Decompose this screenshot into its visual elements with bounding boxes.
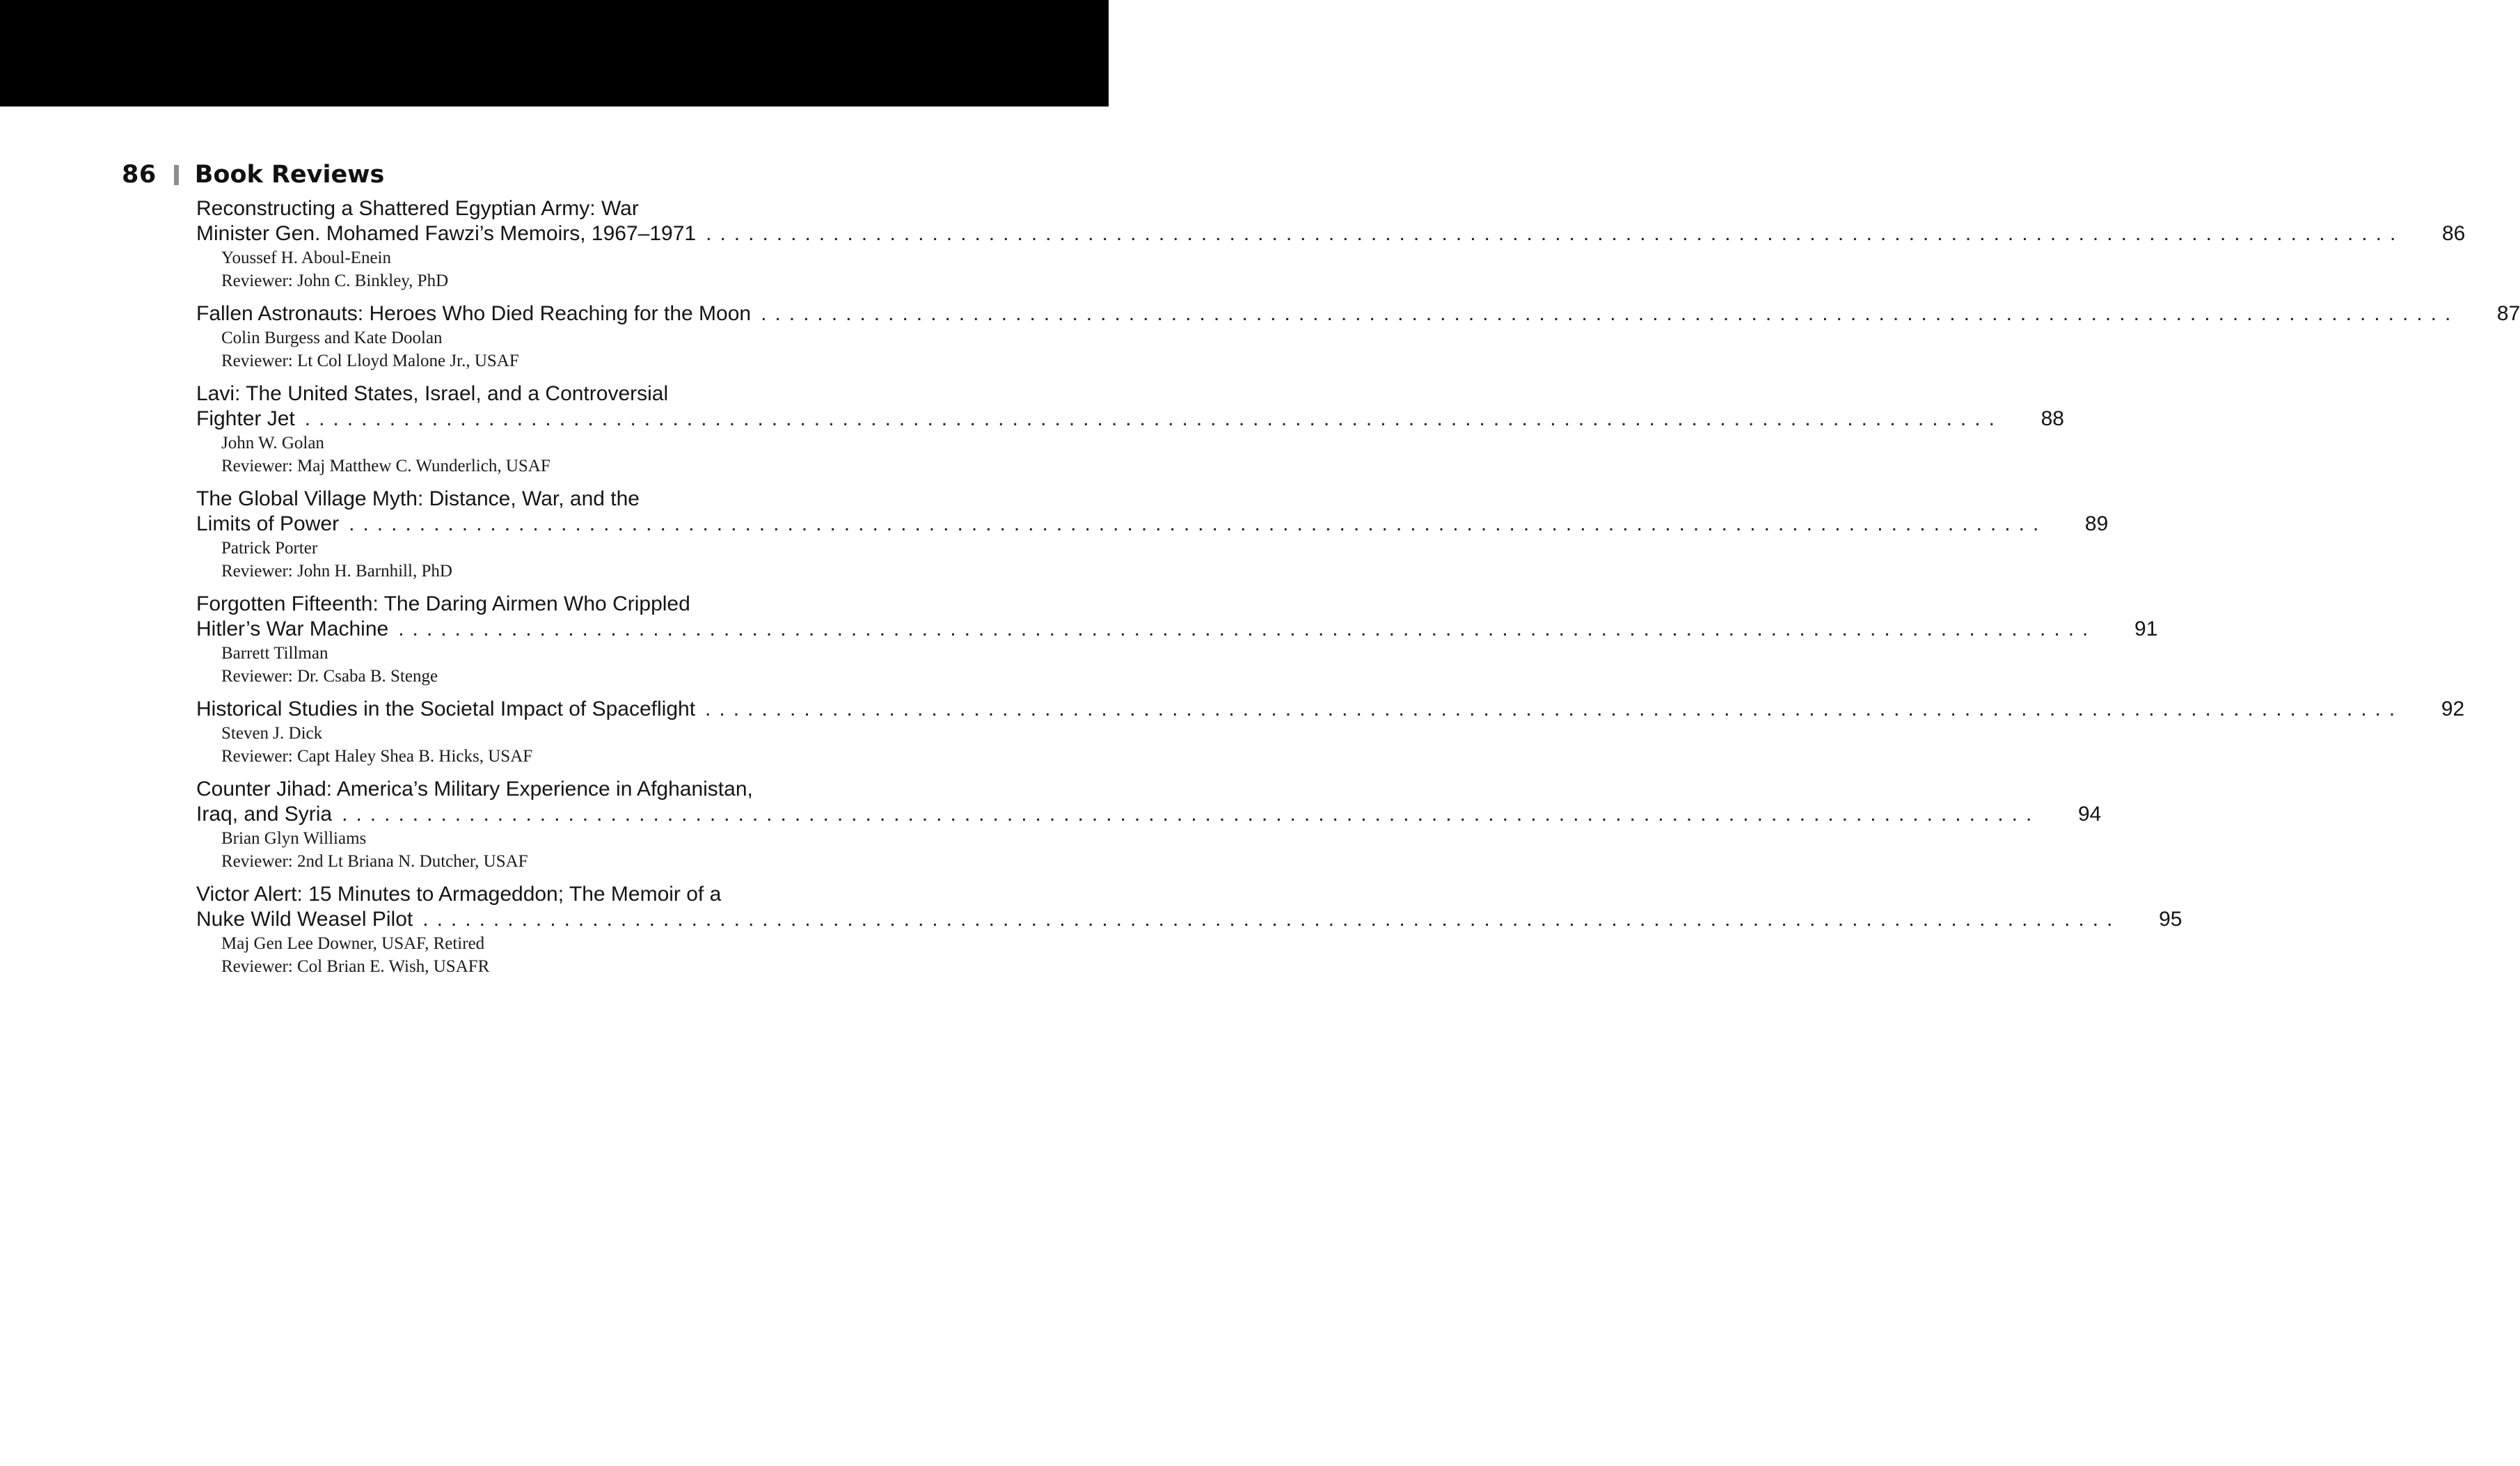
entry-title-line: Lavi: The United States, Israel, and a Controversial — [196, 382, 669, 405]
entry-author: Maj Gen Lee Downer, USAF, Retired — [221, 934, 485, 953]
entry-title-last-line — [196, 617, 2158, 642]
toc-entry[interactable] — [196, 592, 2158, 688]
entry-title-line: Hitler’s War Machine — [196, 617, 389, 640]
entry-title-last-line — [196, 407, 2064, 432]
toc-entry[interactable] — [196, 381, 2064, 478]
entry-author: Barrett Tillman — [221, 644, 328, 663]
toc-entry[interactable] — [196, 697, 2465, 768]
section-title: Book Reviews — [194, 161, 385, 189]
header-divider — [174, 165, 179, 185]
entry-page-number: 88 — [2040, 407, 2064, 430]
entry-reviewer: Reviewer: John H. Barnhill, PhD — [221, 562, 452, 581]
top-black-band — [0, 0, 1109, 107]
dot-leader: ........................................................................................................................ — [304, 407, 2003, 430]
entry-title-last-line — [196, 907, 2182, 932]
entry-title-line: The Global Village Myth: Distance, War, and the — [196, 487, 640, 510]
entry-title-line: Fallen Astronauts: Heroes Who Died Reaching for the Moon — [196, 302, 752, 325]
dot-leader: ........................................................................................................................ — [342, 803, 2040, 826]
entry-reviewer: Reviewer: John C. Binkley, PhD — [221, 271, 449, 290]
dot-leader: ........................................................................................................................ — [706, 222, 2404, 245]
dot-leader: ........................................................................................................................ — [761, 302, 2459, 325]
entry-title-line: Historical Studies in the Societal Impact of Spaceflight — [196, 697, 696, 720]
entry-reviewer: Reviewer: Maj Matthew C. Wunderlich, USAF — [221, 457, 550, 475]
entry-reviewer: Reviewer: Dr. Csaba B. Stenge — [221, 667, 438, 686]
toc-entry[interactable] — [196, 487, 2109, 583]
toc-entry[interactable] — [196, 777, 2102, 873]
entry-title-line: Limits of Power — [196, 512, 340, 535]
entry-author: John W. Golan — [221, 434, 324, 452]
toc-entry[interactable] — [196, 882, 2182, 978]
entry-reviewer: Reviewer: 2nd Lt Briana N. Dutcher, USAF — [221, 852, 528, 871]
entry-page-number: 87 — [2496, 302, 2520, 325]
dot-leader: ........................................................................................................................ — [422, 908, 2121, 931]
entry-page-number: 95 — [2159, 908, 2182, 931]
toc-entry[interactable] — [196, 196, 2466, 292]
dot-leader: ........................................................................................................................ — [705, 697, 2404, 720]
entry-title-last-line — [196, 301, 2520, 326]
entry-page-number: 89 — [2084, 512, 2109, 535]
entry-title-line: Nuke Wild Weasel Pilot — [196, 908, 413, 931]
entry-author: Youssef H. Aboul-Enein — [221, 249, 391, 267]
entry-page-number: 94 — [2077, 803, 2102, 826]
entry-title-last-line — [196, 802, 2102, 827]
entry-reviewer: Reviewer: Capt Haley Shea B. Hicks, USAF — [221, 747, 533, 766]
dot-leader: ........................................................................................................................ — [349, 512, 2047, 535]
entry-author: Brian Glyn Williams — [221, 829, 367, 848]
page-number: 86 — [122, 161, 157, 189]
entry-title-last-line — [196, 697, 2465, 722]
entry-page-number: 92 — [2441, 697, 2465, 720]
table-of-contents — [196, 196, 2520, 987]
entry-author: Steven J. Dick — [221, 724, 323, 743]
entry-page-number: 91 — [2134, 617, 2158, 640]
entry-title-last-line — [196, 221, 2466, 246]
entry-title-line: Counter Jihad: America’s Military Experience in Afghanistan, — [196, 778, 753, 801]
entry-author: Patrick Porter — [221, 539, 318, 558]
dot-leader: ........................................................................................................................ — [398, 617, 2097, 640]
entry-title-last-line — [196, 512, 2109, 537]
entry-reviewer: Reviewer: Col Brian E. Wish, USAFR — [221, 957, 490, 976]
entry-title-line: Fighter Jet — [196, 407, 295, 430]
entry-reviewer: Reviewer: Lt Col Lloyd Malone Jr., USAF — [221, 352, 519, 370]
entry-page-number: 86 — [2441, 222, 2466, 245]
entry-title-line: Reconstructing a Shattered Egyptian Army: War — [196, 197, 639, 220]
entry-title-line: Victor Alert: 15 Minutes to Armageddon; The Memoir of a — [196, 883, 722, 906]
entry-title-line: Minister Gen. Mohamed Fawzi’s Memoirs, 1967–1971 — [196, 222, 697, 245]
toc-entry[interactable] — [196, 301, 2520, 372]
entry-author: Colin Burgess and Kate Doolan — [221, 329, 443, 347]
entry-title-line: Iraq, and Syria — [196, 803, 333, 826]
entry-title-line: Forgotten Fifteenth: The Daring Airmen Who Crippled — [196, 592, 690, 615]
page-header — [122, 157, 384, 192]
